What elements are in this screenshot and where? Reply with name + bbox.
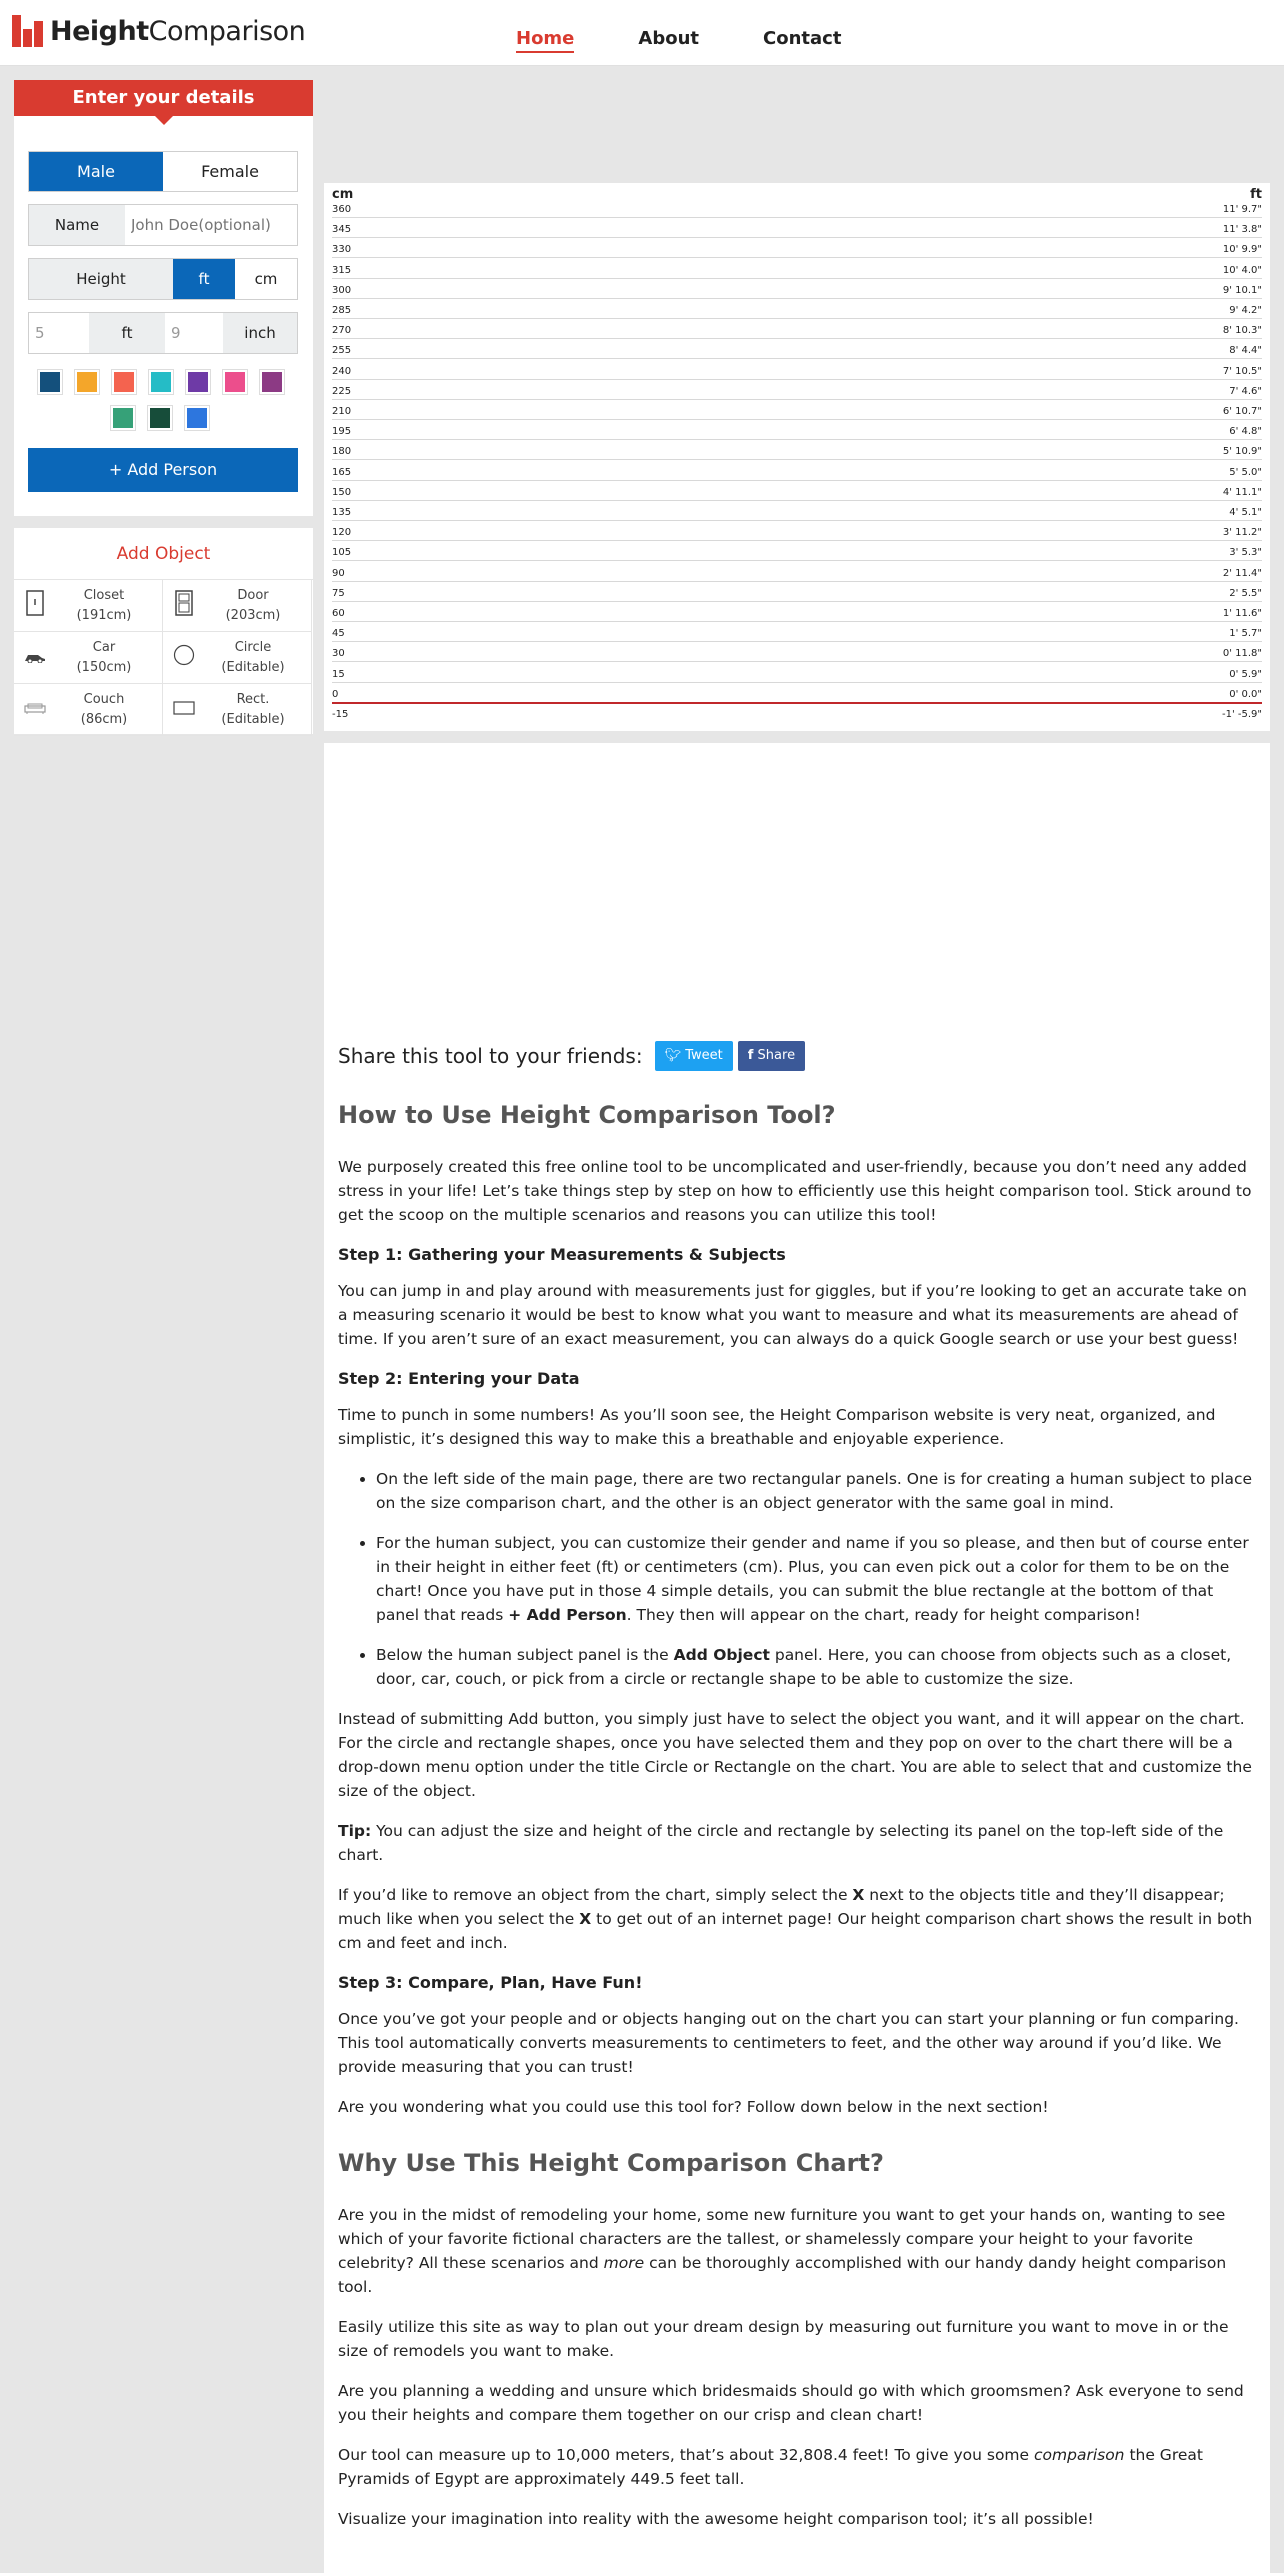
chart-label-ft: 3' 5.3" — [1229, 547, 1262, 559]
main-nav — [516, 28, 905, 53]
nav-contact[interactable]: Contact — [763, 28, 842, 49]
chart-label-ft: 11' 3.8" — [1222, 224, 1262, 236]
chart-label-cm: 30 — [332, 648, 345, 660]
article-body — [338, 1099, 1258, 2547]
color-swatch[interactable] — [112, 370, 136, 394]
details-panel-title: Enter your details — [14, 80, 313, 116]
object-couch[interactable]: Couch (86cm) — [14, 684, 163, 736]
chart-label-ft: 6' 4.8" — [1229, 426, 1262, 438]
tweet-button[interactable]: 🐦︎ Tweet — [655, 1041, 733, 1071]
chart-gridline — [332, 480, 1262, 481]
chart-ground-line — [332, 702, 1262, 704]
chart-label-ft: 9' 10.1" — [1222, 284, 1262, 296]
logo-text: HeightComparison — [50, 15, 306, 47]
list-item: • For the human subject, you can customize their gender and name if you so please, and then but of course enter in their height in either feet (ft) or centimeters (cm). Plus, you can even pick out a color for them to be on the chart! Once you have put in those 4 simple details, you can submit the blue rectangle at the bottom of that panel that reads + Add Person. They then will appear on the chart, ready for height comparison! — [376, 1531, 1258, 1627]
chart-label-cm: 345 — [332, 224, 352, 236]
chart-label-ft: 7' 10.5" — [1222, 365, 1262, 377]
chart-label-ft: 6' 10.7" — [1222, 406, 1262, 417]
heading-step-1: Step 1: Gathering your Measurements & Subjects — [338, 1245, 786, 1264]
share-bar — [338, 1041, 810, 1071]
color-swatch[interactable] — [185, 406, 209, 430]
chart-label-ft: 2' 5.5" — [1229, 587, 1262, 599]
color-swatch[interactable] — [223, 370, 247, 394]
chart-gridline — [332, 601, 1262, 602]
list-item: • Below the human subject panel is the Add Object panel. Here, you can choose from objects such as a closet, door, car, couch, or pick from a circle or rectangle shape to be able to customize the size. — [376, 1643, 1258, 1691]
inch-input[interactable] — [165, 313, 223, 353]
chart-label-cm: 75 — [332, 587, 345, 599]
chart-label-ft: 0' 5.9" — [1229, 668, 1262, 680]
chart-label-ft: -1' -5.9" — [1221, 709, 1262, 720]
color-swatch[interactable] — [186, 370, 210, 394]
chart-label-cm: 255 — [332, 345, 352, 357]
object-panel-title: Add Object — [14, 528, 313, 580]
chart-label-cm: 150 — [332, 486, 352, 498]
nav-about[interactable]: About — [638, 28, 700, 49]
paragraph-step-1: You can jump in and play around with measurements just for giggles, but if you’re looking to get an accurate take on a measuring scenario it would be best to know what you want to measure and what its measurements are ahead of time. If you aren’t sure of an exact measurement, you can always do a quick Google search or use your best guess! — [338, 1282, 1247, 1348]
chart-label-ft: 1' 5.7" — [1229, 628, 1262, 640]
paragraph-step-2: Time to punch in some numbers! As you’ll soon see, the Height Comparison website is very neat, organized, and simplistic, it’s designed this way to make this a breathable and enjoyable experience. — [338, 1406, 1216, 1448]
heading-step-3: Step 3: Compare, Plan, Have Fun! — [338, 1973, 643, 1992]
chart-gridline — [332, 621, 1262, 622]
paragraph-why: Are you in the midst of remodeling your home, some new furniture you want to get your hands on, wanting to see which of your favorite fictional characters are the tallest, or shamelessly compare your height to your favorite celebrity? All these scenarios and more can be thoroughly accomplished with our handy dandy height comparison tool. — [338, 2206, 1227, 2296]
chart-label-ft: 3' 11.2" — [1222, 527, 1262, 539]
paragraph-tip: Tip: You can adjust the size and height of the circle and rectangle by selecting its panel on the top-left side of the chart. — [338, 1822, 1224, 1864]
heading-step-2: Step 2: Entering your Data — [338, 1369, 580, 1388]
name-row — [28, 204, 298, 246]
paragraph-wedding: Are you planning a wedding and unsure which bridesmaids should go with which groomsmen? Ask everyone to send you their heights and compare them together on our crisp and clean chart! — [338, 2382, 1244, 2424]
inch-unit-label: inch — [223, 313, 297, 353]
chart-label-ft: 10' 4.0" — [1222, 264, 1262, 276]
chart-gridline — [332, 358, 1262, 359]
chart-gridline — [332, 419, 1262, 420]
couch-icon — [14, 699, 56, 720]
paragraph-design: Easily utilize this site as way to plan out your dream design by measuring out furniture you want to move in or the size of remodels you want to make. — [338, 2318, 1229, 2360]
height-unit-row — [28, 258, 298, 300]
chart-label-cm: 225 — [332, 385, 352, 397]
chart-label-cm: 270 — [332, 325, 352, 337]
closet-icon — [14, 590, 56, 621]
chart-label-ft: 1' 11.6" — [1222, 608, 1262, 619]
chart-gridline — [332, 520, 1262, 521]
object-circle[interactable]: Circle (Editable) — [163, 632, 312, 684]
chart-gridline — [332, 682, 1262, 683]
paragraph-measure: Our tool can measure up to 10,000 meters, that’s about 32,808.4 feet! To give you some comparison the Great Pyramids of Egypt are approximately 449.5 feet tall. — [338, 2446, 1203, 2488]
door-icon — [163, 590, 205, 621]
chart-label-cm: 180 — [332, 446, 352, 458]
chart-gridline — [332, 500, 1262, 501]
color-swatch[interactable] — [148, 406, 172, 430]
list-item: • On the left side of the main page, there are two rectangular panels. One is for creating a human subject to place on the size comparison chart, and the other is an object generator with the same goal in mind. — [376, 1467, 1258, 1515]
twitter-bird-icon: 🐦︎ — [664, 1048, 682, 1063]
chart-label-cm: 90 — [332, 567, 345, 579]
unit-ft-button[interactable]: ft — [173, 259, 235, 299]
heading-why-use: Why Use This Height Comparison Chart? — [338, 2149, 884, 2177]
object-panel — [14, 528, 313, 734]
paragraph-step-3: Once you’ve got your people and or objects hanging out on the chart you can start your planning or fun comparing. This tool automatically converts measurements to centimeters to feet, and the other way around if you’d like. We provide measuring that you can trust! — [338, 2010, 1239, 2076]
chart-gridline — [332, 581, 1262, 582]
chart-label-cm: 15 — [332, 668, 345, 680]
chart-gridline — [332, 661, 1262, 662]
site-header — [0, 0, 1284, 66]
object-closet[interactable]: Closet (191cm) — [14, 580, 163, 632]
chart-label-cm: 60 — [332, 608, 345, 619]
chart-label-cm: 120 — [332, 527, 352, 539]
chart-label-ft: 5' 10.9" — [1222, 446, 1262, 458]
chart-unit-ft: ft — [1250, 187, 1262, 202]
chart-label-cm: 195 — [332, 426, 352, 438]
chart-label-ft: 11' 9.7" — [1222, 204, 1262, 215]
object-car[interactable]: Car (150cm) — [14, 632, 163, 684]
chart-label-ft: 10' 9.9" — [1222, 244, 1262, 256]
facebook-f-icon: f — [747, 1048, 754, 1063]
color-swatch[interactable] — [38, 370, 62, 394]
chart-label-ft: 9' 4.2" — [1229, 305, 1262, 316]
object-door[interactable]: Door (203cm) — [163, 580, 312, 632]
chart-unit-cm: cm — [332, 187, 354, 202]
gender-female-button[interactable]: Female — [201, 162, 259, 181]
chart-label-ft: 8' 10.3" — [1222, 325, 1262, 337]
chart-label-ft: 2' 11.4" — [1222, 567, 1262, 579]
chart-label-cm: 315 — [332, 264, 352, 276]
chart-label-cm: 300 — [332, 284, 352, 296]
chart-gridline — [332, 237, 1262, 238]
chart-label-cm: 105 — [332, 547, 352, 559]
height-chart[interactable] — [324, 183, 1270, 731]
paragraph-submit: Instead of submitting Add button, you simply just have to select the object you want, and it will appear on the chart. For the circle and rectangle shapes, once you have selected them and they pop on over to the chart there will be a drop-down menu option under the title Circle or Rectangle on the chart. You are able to select that and customize the size of the object. — [338, 1710, 1252, 1800]
facebook-share-button[interactable]: f Share — [738, 1041, 805, 1071]
chart-label-ft: 5' 5.0" — [1229, 466, 1262, 478]
logo-bars-icon — [12, 15, 44, 47]
name-input[interactable] — [125, 205, 297, 245]
chart-gridline — [332, 338, 1262, 339]
heading-how-to-use: How to Use Height Comparison Tool? — [338, 1101, 836, 1129]
site-logo[interactable] — [12, 14, 305, 48]
chart-label-ft: 7' 4.6" — [1229, 385, 1262, 397]
color-swatch[interactable] — [75, 370, 99, 394]
chart-gridline — [332, 257, 1262, 258]
chart-label-cm: 45 — [332, 628, 345, 640]
chart-gridline — [332, 439, 1262, 440]
chart-gridline — [332, 540, 1262, 541]
height-input-row — [28, 312, 298, 354]
article-area — [324, 743, 1270, 2573]
chart-label-cm: 135 — [332, 507, 352, 518]
step-2-list — [338, 1467, 1258, 1691]
paragraph-wonder: Are you wondering what you could use this tool for? Follow down below in the next section! — [338, 2098, 1049, 2116]
gender-toggle — [28, 151, 298, 192]
nav-home[interactable]: Home — [516, 28, 574, 53]
details-panel — [14, 80, 313, 516]
chart-label-ft: 4' 11.1" — [1222, 486, 1262, 498]
chart-gridline — [332, 379, 1262, 380]
chart-gridline — [332, 278, 1262, 279]
gender-male-button[interactable]: Male — [29, 152, 163, 191]
add-person-button[interactable]: + Add Person — [28, 448, 298, 492]
chart-label-ft: 8' 4.4" — [1229, 345, 1262, 357]
car-icon — [14, 647, 56, 668]
chart-gridline — [332, 298, 1262, 299]
chart-label-cm: 360 — [332, 204, 352, 215]
unit-cm-button[interactable]: cm — [235, 259, 297, 299]
chart-label-ft: 0' 11.8" — [1222, 648, 1262, 660]
chart-label-cm: 0 — [332, 688, 339, 700]
chart-label-cm: 165 — [332, 466, 352, 478]
feet-unit-label: ft — [89, 313, 165, 353]
chart-gridline — [332, 318, 1262, 319]
color-swatch[interactable] — [260, 370, 284, 394]
rectangle-icon — [163, 699, 205, 720]
chart-label-cm: -15 — [332, 709, 349, 720]
chart-gridline — [332, 641, 1262, 642]
chart-label-cm: 210 — [332, 406, 352, 417]
height-label: Height — [29, 259, 173, 299]
color-swatch[interactable] — [111, 406, 135, 430]
paragraph-visualize: Visualize your imagination into reality with the awesome height comparison tool; it’s all possible! — [338, 2510, 1094, 2528]
circle-icon — [163, 644, 205, 671]
paragraph-intro: We purposely created this free online tool to be uncomplicated and user-friendly, because you don’t need any added stress in your life! Let’s take things step by step on how to efficiently use this height comparison tool. Stick around to get the scoop on the multiple scenarios and reasons you can utilize this tool! — [338, 1158, 1252, 1224]
share-text: Share this tool to your friends: — [338, 1044, 643, 1068]
name-label: Name — [29, 205, 125, 245]
color-swatch[interactable] — [149, 370, 173, 394]
chart-label-ft: 0' 0.0" — [1229, 688, 1262, 700]
chart-label-cm: 330 — [332, 244, 352, 256]
chart-gridline — [332, 399, 1262, 400]
object-rectangle[interactable]: Rect. (Editable) — [163, 684, 312, 736]
chart-label-cm: 240 — [332, 365, 352, 377]
chart-gridline — [332, 217, 1262, 218]
chart-gridline — [332, 560, 1262, 561]
feet-input[interactable] — [29, 313, 89, 353]
paragraph-remove: If you’d like to remove an object from the chart, simply select the X next to the objects title and they’ll disappear; much like when you select the X to get out of an internet page! Our height comparison chart shows the result in both cm and feet and inch. — [338, 1886, 1253, 1952]
chart-label-cm: 285 — [332, 305, 352, 316]
chart-label-ft: 4' 5.1" — [1229, 507, 1262, 518]
chart-gridline — [332, 459, 1262, 460]
